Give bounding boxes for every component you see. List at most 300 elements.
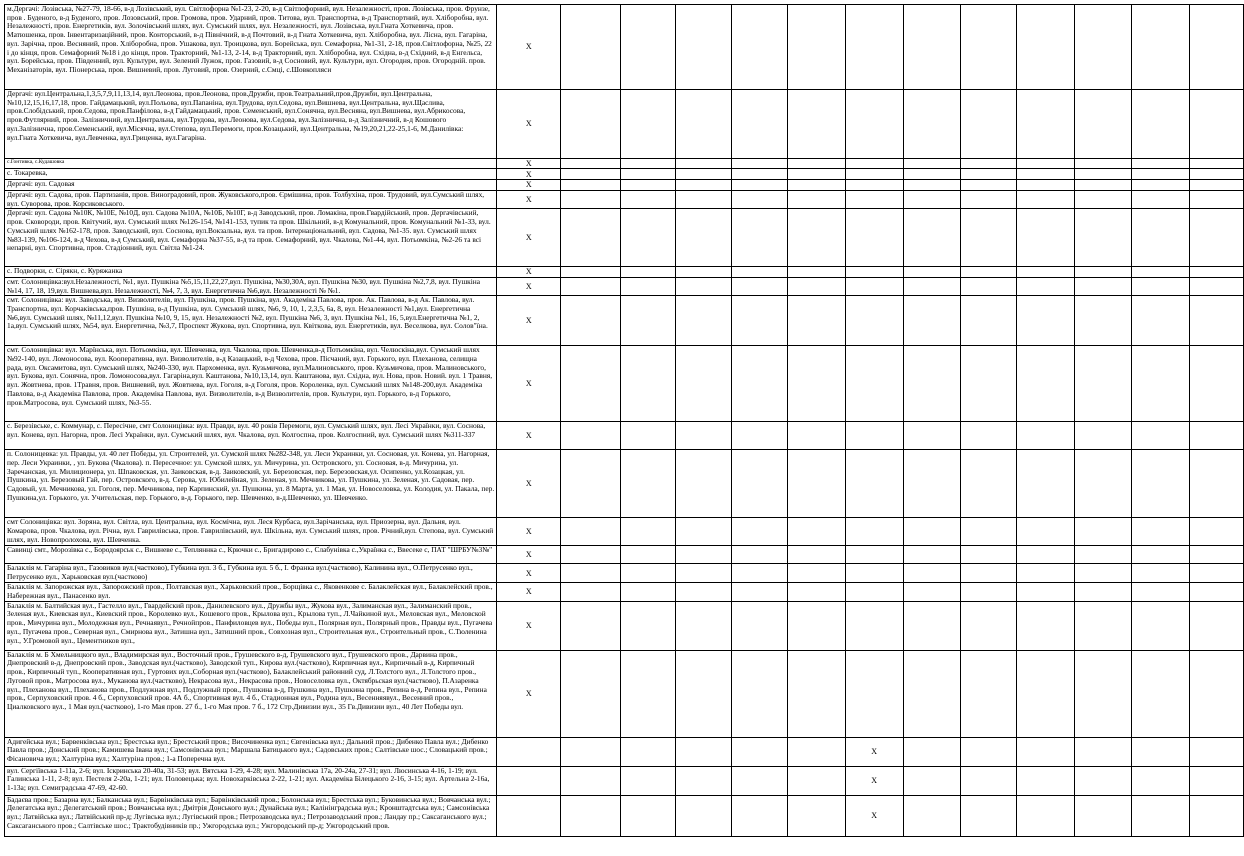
- empty-cell: [676, 583, 732, 601]
- empty-cell: [1074, 650, 1132, 737]
- address-cell: Балаклія м. Запорожская вул., Запорожский пров., Полтавская вул., Харьковский пров., Борщівка с., Яковенкове с. Балаклейская вул., Балаклейский пров., Набережная вул., Панасенко вул.: [5, 583, 497, 601]
- empty-cell: [1132, 737, 1190, 766]
- empty-cell: [961, 277, 1017, 295]
- table-row: [5, 190, 1244, 208]
- schedule-mark: X: [497, 90, 561, 159]
- empty-cell: [620, 90, 676, 159]
- empty-cell: [1132, 583, 1190, 601]
- schedule-mark: X: [497, 180, 561, 190]
- empty-cell: [732, 209, 788, 267]
- empty-cell: [1074, 277, 1132, 295]
- empty-cell: [1190, 296, 1244, 346]
- empty-cell: [961, 450, 1017, 518]
- empty-cell: [1132, 277, 1190, 295]
- empty-cell: [1132, 346, 1190, 422]
- empty-cell: [1132, 190, 1190, 208]
- empty-cell: [561, 267, 621, 277]
- empty-cell: [1017, 546, 1075, 564]
- empty-cell: [1017, 450, 1075, 518]
- empty-cell: [961, 209, 1017, 267]
- empty-cell: [1132, 564, 1190, 583]
- empty-cell: [1074, 159, 1132, 169]
- table-row: [5, 564, 1244, 583]
- schedule-mark: X: [497, 450, 561, 518]
- address-cell: Балаклія м. Гагаріна вул., Газовиков вул.(частково), Губкина вул. 3 б., Губкина вул. 5 б., І. Франка вул.(частково), Калинина вул., О.Петрусенко вул., Петрусенко вул., Харьковская вул.(частково): [5, 564, 497, 583]
- address-cell: с. Токаревка,: [5, 169, 497, 180]
- empty-cell: [961, 180, 1017, 190]
- empty-cell: [620, 650, 676, 737]
- empty-cell: [561, 450, 621, 518]
- schedule-mark: X: [845, 795, 903, 836]
- empty-cell: [961, 190, 1017, 208]
- empty-cell: [788, 296, 846, 346]
- empty-cell: [845, 209, 903, 267]
- empty-cell: [732, 90, 788, 159]
- empty-cell: [1074, 209, 1132, 267]
- address-cell: Дергачі: вул.Центральна,1,3,5,7,9,11,13,14, вул.Леонова, пров.Леонова, пров.Дружби, пров.Театральний,пров.Дружби, вул.Центральна, №10,12,15,16,17,18, пров. Гайдамацький, вул.Польова, вул.Папаніна, вул.Трудова, вул.Седова, вул.Вишнева, вул.Центральна, вул.Щаслива, пров.Слобідський, пров.Седова, пров.Панфілова, в-д Гайдамацький, пров. Семенський, вул.Сонячна, вул.Весняна, вул.Вишнева, вул.Абрикосова, пров.Футлярний, пров. Залізничний, вул.Центральна, вул.Трудова, вул.Леонова, вул.Седова, вул.Залізнична, в-д Залізничний, в-д Кошового вул.Залізнична, пров.Семенський, вул.Місячна, вул.Степова, вул.Перемоги, пров.Козацький, вул.Центральна, №19,20,21,22-25,1-6, М.Данилівка: вул.Гната Хоткевича, вул.Левченка, вул.Гриценка, вул.Гагаріна.: [5, 90, 497, 159]
- empty-cell: [561, 737, 621, 766]
- empty-cell: [788, 277, 846, 295]
- empty-cell: [620, 795, 676, 836]
- empty-cell: [561, 518, 621, 546]
- address-cell: Дергачі: вул. Садова №10К, №10Е, №10Д, вул. Садова №10А, №10Б, №10Г, в-д Заводський, пров. Ломакіна, пров.Гвардійський, пров. Дергачівський, пров. Сковороди, пров. Квітучий, вул. Сумський шлях №126-154, №141-153, тупик та пров. Шкільний, в-д Комунальний, пров. Комунальний №1-33, вул. Сумський шлях №162-178, пров. Заводський, вул. Соснова, вул.Вокзальна, вул. та пров. Інтернаціональний, вул. Садова, №1-35. вул. Сумський шлях №83-139, №106-124, в-д Чехова, в-д Сумський, вул. Семафорна №37-55, в-д та пров. Семафорний, вул. Чкалова, №1-44, вул. Потьомкіна, №2-26 та всі непарні, вул. Спортивна, пров. Стадіонний, вул. Світла №1-24.: [5, 209, 497, 267]
- empty-cell: [845, 650, 903, 737]
- empty-cell: [676, 737, 732, 766]
- empty-cell: [903, 583, 961, 601]
- empty-cell: [1017, 90, 1075, 159]
- empty-cell: [903, 450, 961, 518]
- table-row: [5, 737, 1244, 766]
- table-row: [5, 180, 1244, 190]
- empty-cell: [788, 564, 846, 583]
- empty-cell: [845, 601, 903, 650]
- empty-cell: [903, 766, 961, 795]
- empty-cell: [903, 209, 961, 267]
- empty-cell: [1074, 583, 1132, 601]
- empty-cell: [620, 583, 676, 601]
- table-row: [5, 169, 1244, 180]
- empty-cell: [561, 601, 621, 650]
- empty-cell: [1190, 546, 1244, 564]
- schedule-mark: X: [497, 546, 561, 564]
- empty-cell: [732, 650, 788, 737]
- empty-cell: [961, 583, 1017, 601]
- empty-cell: [620, 766, 676, 795]
- empty-cell: [1074, 546, 1132, 564]
- empty-cell: [676, 346, 732, 422]
- table-row: [5, 518, 1244, 546]
- table-row: [5, 795, 1244, 836]
- empty-cell: [1074, 766, 1132, 795]
- table-row: [5, 766, 1244, 795]
- empty-cell: [1190, 795, 1244, 836]
- empty-cell: [561, 90, 621, 159]
- empty-cell: [732, 737, 788, 766]
- empty-cell: [1190, 159, 1244, 169]
- empty-cell: [961, 159, 1017, 169]
- empty-cell: [788, 766, 846, 795]
- schedule-mark: X: [497, 169, 561, 180]
- empty-cell: [788, 546, 846, 564]
- address-schedule-table: [4, 4, 1244, 837]
- empty-cell: [961, 5, 1017, 90]
- table-row: [5, 5, 1244, 90]
- empty-cell: [561, 277, 621, 295]
- empty-cell: [1017, 180, 1075, 190]
- empty-cell: [845, 90, 903, 159]
- empty-cell: [903, 180, 961, 190]
- empty-cell: [620, 737, 676, 766]
- address-cell: смт. Солоницівка: вул. Заводська, вул. Визволителів, вул. Пушкіна, пров. Пушкіна, вул. Академіка Павлова, пров. Ак. Павлова, в-д Ак. Павлова, вул. Транспортна, вул. Корчаківська,пров. Пушкіна, в-д Пушкіна, вул. Сумський шлях, №6, 9, 10, 1, 2,3,5, 6а, 8, вул. Незалежності №1,вул. Енергетична №6,вул. Сумський шлях, №11,12,вул. Пушкіна №10, 9, 15, вул. Незалежності №2, вул. Пушкіна №6, 3, вул. Пушкіна №1, 16, 5,вул.Енергетична №1, 2, 1а,вул. Сумський шлях, №54, вул. Енергетична, №3,7, Проспект Жукова, вул. Спортивна, вул. Квіткова, вул. Енергетиків, вул. Веселкова, вул. Солов"їна.: [5, 296, 497, 346]
- empty-cell: [1017, 766, 1075, 795]
- empty-cell: [845, 267, 903, 277]
- empty-cell: [903, 90, 961, 159]
- empty-cell: [1017, 277, 1075, 295]
- address-cell: Бадаєва пров.; Базарна вул.; Балканська вул.; Барвінківська вул.; Барвінківський пров.; Болонська вул.; Брестська вул.; Буковинська вул.; Вовчанська вул.; Делегатська вул.; Делегатський пров.; Вовчанська вул.; Дмітрія Донського вул.; Дунайська вул.; Калінінградська вул.; Кронштадтська вул.; Самсонівська вул.; Латвійська вул.; Латвійський пр-д; Лугівська вул.; Лугівський пров.; Петрозаводська вул.; Петрозаводський пров.; Ландау пр.; Саксаганського вул.; Саксаганського пров.; Салтівське шос.; Трактобудівників пр.; Ужгородська вул.; Ужгородський пр-д; Ужгородський пров.: [5, 795, 497, 836]
- empty-cell: [676, 564, 732, 583]
- empty-cell: [561, 564, 621, 583]
- address-cell: с. Подворки, с. Сірякн, с. Куряжанка: [5, 267, 497, 277]
- empty-cell: [620, 180, 676, 190]
- empty-cell: [497, 795, 561, 836]
- table-row: [5, 422, 1244, 450]
- empty-cell: [620, 190, 676, 208]
- empty-cell: [561, 169, 621, 180]
- table-row: [5, 346, 1244, 422]
- empty-cell: [676, 601, 732, 650]
- address-cell: Дергачі: вул. Садова, пров. Партизанів, пров. Виноградовий, пров. Жуковського,пров. Єрмішина, пров. Толбухіна, пров. Трудовий, вул.Сумський шлях, вул. Суворова, пров. Корсиковського.: [5, 190, 497, 208]
- empty-cell: [676, 450, 732, 518]
- empty-cell: [1190, 450, 1244, 518]
- address-cell: Савинці смт., Морозівка с., Бородоярськ с., Вишневе с., Тепляннка с., Крючки с., Бригадирово с., Слабунівка с.,Українка с., Ввесеке с, ПАТ "ШРБУ№3№": [5, 546, 497, 564]
- empty-cell: [1132, 267, 1190, 277]
- empty-cell: [1017, 583, 1075, 601]
- empty-cell: [561, 296, 621, 346]
- empty-cell: [1132, 546, 1190, 564]
- empty-cell: [676, 90, 732, 159]
- empty-cell: [676, 169, 732, 180]
- empty-cell: [676, 546, 732, 564]
- empty-cell: [845, 546, 903, 564]
- empty-cell: [732, 422, 788, 450]
- empty-cell: [903, 422, 961, 450]
- empty-cell: [561, 546, 621, 564]
- empty-cell: [620, 159, 676, 169]
- empty-cell: [903, 518, 961, 546]
- empty-cell: [1190, 267, 1244, 277]
- empty-cell: [845, 180, 903, 190]
- empty-cell: [1017, 422, 1075, 450]
- empty-cell: [1132, 159, 1190, 169]
- empty-cell: [732, 546, 788, 564]
- empty-cell: [1017, 169, 1075, 180]
- empty-cell: [561, 422, 621, 450]
- empty-cell: [903, 601, 961, 650]
- empty-cell: [788, 795, 846, 836]
- empty-cell: [1074, 564, 1132, 583]
- empty-cell: [961, 422, 1017, 450]
- empty-cell: [732, 296, 788, 346]
- empty-cell: [961, 296, 1017, 346]
- table-row: [5, 277, 1244, 295]
- empty-cell: [961, 346, 1017, 422]
- schedule-mark: X: [497, 518, 561, 546]
- empty-cell: [845, 564, 903, 583]
- schedule-mark: X: [497, 564, 561, 583]
- empty-cell: [732, 277, 788, 295]
- empty-cell: [788, 190, 846, 208]
- empty-cell: [1190, 564, 1244, 583]
- empty-cell: [788, 518, 846, 546]
- empty-cell: [1017, 190, 1075, 208]
- empty-cell: [732, 564, 788, 583]
- empty-cell: [1132, 601, 1190, 650]
- empty-cell: [961, 650, 1017, 737]
- empty-cell: [1074, 601, 1132, 650]
- empty-cell: [788, 583, 846, 601]
- empty-cell: [732, 795, 788, 836]
- empty-cell: [961, 518, 1017, 546]
- empty-cell: [903, 277, 961, 295]
- empty-cell: [676, 422, 732, 450]
- empty-cell: [961, 169, 1017, 180]
- empty-cell: [903, 169, 961, 180]
- empty-cell: [845, 5, 903, 90]
- empty-cell: [845, 159, 903, 169]
- empty-cell: [1074, 90, 1132, 159]
- address-cell: с. Березівське, с. Коммунар, с. Пересічне, смт Солоницівка: вул. Правди, вул. 40 років Перемоги, вул. Сумський шлях, вул. Лесі Українки, вул. Соснова, вул. Конева, вул. Нагорна, пров. Лесі Українки, вул. Сумський шлях, вул. Чкалова, вул. Колгоспна, пров. Колгоспний, вул. Сумський шлях №311-337: [5, 422, 497, 450]
- empty-cell: [676, 267, 732, 277]
- empty-cell: [1017, 564, 1075, 583]
- address-cell: Адигейська вул.; Барвенківська вул.; Брестська вул.; Брестський пров.; Височиненка вул.; Євгенівська вул.; Дальний пров.; Дибенко Павла вул.; Дибенко Павла пров.; Донський пров.; Камишева Івана вул.; Самсонівська вул.; Маршала Батицького вул.; Садовських пров.; Салтівське шос.; Словацький пров.; Фісановича вул.; Халтуріна вул.; Халтуріна пров.; 1-а Поперечна вул.: [5, 737, 497, 766]
- empty-cell: [788, 422, 846, 450]
- empty-cell: [1074, 180, 1132, 190]
- empty-cell: [1074, 5, 1132, 90]
- empty-cell: [561, 766, 621, 795]
- schedule-mark: X: [497, 346, 561, 422]
- empty-cell: [788, 737, 846, 766]
- table-row: [5, 583, 1244, 601]
- table-row: [5, 209, 1244, 267]
- schedule-mark: X: [497, 267, 561, 277]
- table-row: [5, 90, 1244, 159]
- empty-cell: [961, 90, 1017, 159]
- empty-cell: [903, 650, 961, 737]
- table-row: [5, 159, 1244, 169]
- empty-cell: [1017, 795, 1075, 836]
- empty-cell: [1132, 180, 1190, 190]
- empty-cell: [845, 583, 903, 601]
- table-row: [5, 546, 1244, 564]
- address-cell: вул. Сергіївська 1-11а, 2-6; вул. Іскринська 20-40а, 31-53; вул. Вятська 1-29, 4-28; вул. Малинівська 17а, 20-24а, 27-31; вул. Люсинська 4-16, 1-19; вул. Галинська 1-11, 2-8; вул. Пестеля 2-20а, 1-21; вул. Половецька; вул. Новохарківська 2-22, 1-21; вул. Академіка Білецького 2-16, 3-15; вул. Артельна 2-16а, 1-13а; вул. Семиградська 47-69, 42-60.: [5, 766, 497, 795]
- schedule-mark: X: [845, 766, 903, 795]
- empty-cell: [845, 346, 903, 422]
- empty-cell: [788, 267, 846, 277]
- empty-cell: [732, 267, 788, 277]
- empty-cell: [620, 518, 676, 546]
- empty-cell: [561, 583, 621, 601]
- empty-cell: [1017, 267, 1075, 277]
- address-cell: смт. Солоницівка: вул. Марїнська, вул. Потьомкіна, вул. Шевченка, вул. Чкалова, пров. Шевченка,в-д Потьомкіна, вул. Челюскіна,вул. Сумський шлях №92-140, вул. Ломоносова, вул. Кооперативна, вул. Визволителів, в-д Казацький, в-д Чехова, пров. Пісчаний, вул. Горького, вул. Плеханова, селищна рада, вул. Оксамитова, вул. Сумський шлях, №240-330, вул. Пархоменка, вул. Кузьмичова, вул.Малиновського, пров. Кузьмичова, пров. Малиновського, вул. Букова, вул. Сонячна, пров. Ломоносова,вул. Гагаріна,вул. Каштанова, №10,13,14, вул. Каштанова, вул. Східна, вул. Нова, пров. Новий. вул. 1 Травня, вул. Жовтнева, пров. 1Травня, пров. Вишневий, вул. Жовтнева, вул. Гоголя, в-д Гоголя, пров. Короленка, вул. Сумський шлях №148-200,вул. Академіка Павлова, в-д Академіка Павлова, пров. Академіка Павлова, вул. Визволителів, в-д Визволителів, пров. Культури, вул. Горького, в-д Горького, пров.Матросова, вул. Сумський шлях, №3-55.: [5, 346, 497, 422]
- empty-cell: [1132, 518, 1190, 546]
- empty-cell: [903, 159, 961, 169]
- empty-cell: [845, 422, 903, 450]
- empty-cell: [1132, 422, 1190, 450]
- empty-cell: [620, 422, 676, 450]
- empty-cell: [620, 277, 676, 295]
- empty-cell: [1017, 346, 1075, 422]
- empty-cell: [961, 601, 1017, 650]
- schedule-mark: X: [497, 5, 561, 90]
- empty-cell: [732, 169, 788, 180]
- empty-cell: [788, 180, 846, 190]
- empty-cell: [676, 766, 732, 795]
- schedule-mark: X: [497, 422, 561, 450]
- empty-cell: [620, 546, 676, 564]
- empty-cell: [1074, 296, 1132, 346]
- empty-cell: [788, 209, 846, 267]
- empty-cell: [903, 546, 961, 564]
- address-cell: смт Солоницівка: вул. Зоряна, вул. Світла, вул. Центральна, вул. Космічна, вул. Леся Курбаса, вул.Зарічанська, вул. Приозерна, вул. Дальня, вул. Комарова, пров. Чкалова, вул. Річна, вул. Гаврилівська, пров. Гаврилівський, вул. Шкільна, вул. Сумський шлях, пров. Річний,вул. Степова, вул. Сумський шлях, вул. Новопролохова, вул. Шевченка.: [5, 518, 497, 546]
- empty-cell: [961, 546, 1017, 564]
- empty-cell: [561, 180, 621, 190]
- empty-cell: [1190, 650, 1244, 737]
- empty-cell: [1190, 90, 1244, 159]
- empty-cell: [1017, 5, 1075, 90]
- empty-cell: [845, 296, 903, 346]
- empty-cell: [1132, 795, 1190, 836]
- empty-cell: [561, 159, 621, 169]
- empty-cell: [732, 190, 788, 208]
- empty-cell: [620, 296, 676, 346]
- table-row: [5, 267, 1244, 277]
- empty-cell: [676, 209, 732, 267]
- empty-cell: [732, 518, 788, 546]
- empty-cell: [961, 564, 1017, 583]
- schedule-mark: X: [845, 737, 903, 766]
- empty-cell: [676, 650, 732, 737]
- empty-cell: [1017, 737, 1075, 766]
- empty-cell: [903, 346, 961, 422]
- empty-cell: [903, 190, 961, 208]
- empty-cell: [620, 601, 676, 650]
- empty-cell: [561, 5, 621, 90]
- schedule-mark: X: [497, 583, 561, 601]
- empty-cell: [788, 5, 846, 90]
- empty-cell: [961, 737, 1017, 766]
- schedule-mark: X: [497, 650, 561, 737]
- empty-cell: [1190, 422, 1244, 450]
- empty-cell: [676, 795, 732, 836]
- empty-cell: [1132, 209, 1190, 267]
- empty-cell: [961, 267, 1017, 277]
- empty-cell: [1132, 650, 1190, 737]
- empty-cell: [1190, 583, 1244, 601]
- empty-cell: [788, 346, 846, 422]
- empty-cell: [788, 159, 846, 169]
- empty-cell: [620, 450, 676, 518]
- schedule-mark: X: [497, 601, 561, 650]
- address-cell: с.Гонтивка, с.Кудашовка: [5, 159, 497, 169]
- empty-cell: [903, 564, 961, 583]
- address-cell: Дергачі: вул. Садовая: [5, 180, 497, 190]
- empty-cell: [1190, 518, 1244, 546]
- empty-cell: [561, 209, 621, 267]
- empty-cell: [1132, 169, 1190, 180]
- address-cell: Балаклія м. Балтийская вул., Гастелло вул., Гвардейский пров., Данилевского вул., Дружбы вул., Жукова вул., Залиманская вул., Залиманский пров., Зеленая вул., Киевская вул., Киевский пров., Королевко вул., Кошевого пров., Крылова вул., Крылова туп., Л.Чайкиной вул., Меловская вул., Меловской пров., Мичурина вул., Молодежная вул., Речнаявул., Речнойпров., Панфиловцев вул., Победы вул., Полярная вул., Полярный пров., Правды вул., Пугачева вул., Пугачева пров., Северная вул., Смирнова вул., Затишна вул., Затишний пров., Совхозная вул., Строительная вул., Строительный пров., С.Тюленина вул., У.Громовой вул., Цементников вул.,: [5, 601, 497, 650]
- empty-cell: [497, 737, 561, 766]
- empty-cell: [561, 650, 621, 737]
- empty-cell: [561, 190, 621, 208]
- empty-cell: [1074, 169, 1132, 180]
- schedule-mark: X: [497, 296, 561, 346]
- empty-cell: [903, 5, 961, 90]
- empty-cell: [561, 346, 621, 422]
- empty-cell: [788, 90, 846, 159]
- empty-cell: [1017, 159, 1075, 169]
- empty-cell: [732, 180, 788, 190]
- empty-cell: [1190, 277, 1244, 295]
- empty-cell: [497, 766, 561, 795]
- table-row: [5, 296, 1244, 346]
- empty-cell: [788, 601, 846, 650]
- empty-cell: [732, 583, 788, 601]
- empty-cell: [1190, 180, 1244, 190]
- empty-cell: [788, 169, 846, 180]
- empty-cell: [903, 267, 961, 277]
- empty-cell: [961, 766, 1017, 795]
- empty-cell: [620, 564, 676, 583]
- empty-cell: [845, 277, 903, 295]
- empty-cell: [1017, 650, 1075, 737]
- schedule-mark: X: [497, 209, 561, 267]
- empty-cell: [1190, 766, 1244, 795]
- table-row: [5, 650, 1244, 737]
- empty-cell: [1190, 346, 1244, 422]
- empty-cell: [561, 795, 621, 836]
- empty-cell: [620, 346, 676, 422]
- empty-cell: [1190, 601, 1244, 650]
- empty-cell: [732, 159, 788, 169]
- empty-cell: [845, 450, 903, 518]
- empty-cell: [1132, 766, 1190, 795]
- empty-cell: [676, 159, 732, 169]
- address-cell: Балаклія м. Б Хмельницкого вул., Владимирская вул., Восточный пров., Грушевского в-д, Грушевского вул., Грушевского пров., Дарвина пров., Днепровский в-д, Днепровский пров., Заводская вул.(частково), Заводской туп., Кирова вул.(частково), Кирпичная вул., Кирпичный в-д, Кирпичный пров., Кирпичный туп., Кооперативная вул., Гуртових вул.,Соборная вул.(частково), Балаклейський районний суд, Л.Толстого вул., Л.Толстого пров., Луговой пров., Матросова вул., Муканова вул.(частково), Некрасова вул., Некрасова пров., Новоселовка вул., Октябрьская вул.(частково), П.Азаренка вул., Плеханова вул., Плеханова пров., Подлужная вул., Подлужный пров., Пушкина в-д, Пушкина вул., Пушкина пров., Репина в-д, Репина вул., Репина пров., Серпуховский пров. 4 б., Серпуховский пров. 4А б., Спортивная вул. 4 б., Стадионная вул., Родина вул., Весенняявул., Весенний пров., Циалковского вул., 1 Мая вул.(частково), 1-го Мая пров. 27 б., 1-го Мая пров. 7 б., 172 Стр.Дивизии вул., 35 Гв.Дивизии вул., 40 Лет Победы вул.: [5, 650, 497, 737]
- empty-cell: [1190, 190, 1244, 208]
- empty-cell: [1017, 209, 1075, 267]
- empty-cell: [1190, 737, 1244, 766]
- empty-cell: [1074, 518, 1132, 546]
- empty-cell: [620, 5, 676, 90]
- empty-cell: [903, 296, 961, 346]
- empty-cell: [1190, 5, 1244, 90]
- address-cell: м.Дергачі: Лозівська, №27-79, 18-66, в-д Лозівський, вул. Світлофорна №1-23, 2-20, в-д Світлофорний, вул. Незалежності, пров. Лозівська, пров. Фрунзе, пров . Буденого, в-д Буденого, пров. Лозовський, пров. Громова, пров. Ударний, пров. Титова, вул. Транспортна, в-д Транспортний, вул. Хліборобна, вул. Незалежності, пров. Енергетиків, вул. Золочівський шлях, вул. Сумський шлях, вул. Незалежності, вул. Лозівська, вул.Гната Хоткевича, пров. Матюшенка, пров. Інвентаризаційний, пров. Конторський, в-д Північний, в-д Почтовий, в-д Гната Хоткевича, вул. Хліборобна, вул. Лісна, вул. Гагаріна, вул. Зарічна, пров. Весняний, пров. Хліборобна, пров. Ушакова, вул. Троицкова, вул. Борейська, вул. Семафорна, №1-31, 2-18, пров.Світлофорна, №25, 22 і до кінця, пров. Семафорний №18 і до кінця, пров. Тракторний, №1-13, 2-14, в-д Тракторний, вул. Хліборобна, вул. Східна, в-д Східний, в-д Енгельса, вул. Борейська, пров. Південний, вул. Культури, вул. Зелений Лужок, пров. Газовий, в-д Сосновий, вул. Культури, вул. Огородня, пров. Огородній. пров. Механізаторів, вул. Піонерська, пров. Вишневий, пров. Луговий, пров. Озерний, с.Смці, с.Шовкопляси: [5, 5, 497, 90]
- empty-cell: [1074, 346, 1132, 422]
- empty-cell: [1190, 169, 1244, 180]
- table-row: [5, 601, 1244, 650]
- empty-cell: [903, 737, 961, 766]
- empty-cell: [1074, 450, 1132, 518]
- schedule-mark: X: [497, 277, 561, 295]
- schedule-mark: X: [497, 190, 561, 208]
- empty-cell: [1074, 190, 1132, 208]
- empty-cell: [732, 346, 788, 422]
- empty-cell: [788, 650, 846, 737]
- table-row: [5, 450, 1244, 518]
- empty-cell: [620, 169, 676, 180]
- address-cell: п. Солоницевка: ул. Правды, ул. 40 лет Победы, ул. Строителей, ул. Сумской шлях №282-348, ул. Леси Украинки, ул. Сосновая, ул. Конева, ул. Нагорная, пер. Леси Украинки, , ул. Букова (Чкалова). п. Пересечное: ул. Сумской шлях, ул. Мичурина, ул. Островского, ул. Сосновая, в-д. Мичурина, ул. Заречанская, ул. Милиционера, ул. Шпаковская, ул. Заиковская, в-д. Заиковский, ул. Березовская, пер. Березовская,ул. Осипенко, ул.Козацкая, ул. Пушкина, ул. Березовый Гай, пер. Островского, в-д. Серова, ул. Юбилейная, ул. Зеленая, ул. Мечникова, ул. Пушкина, ул. Зеленая, ул. Садовая, пер. Садовый, ул. Мечникова, ул. Гоголя, пер. Мечникова, пер Карпинский, ул. Пушкина, ул. 8 Марта, ул. 1 Мая, ул. Новоселовка, ул. Колодия, ул. Пакала, пер. Пушкина,ул. Горького, ул. Учительская, пер. Горького, в-д. Горького, пер. Шевченко, в-д.Шевченко, ул. Шевченко.: [5, 450, 497, 518]
- empty-cell: [1074, 422, 1132, 450]
